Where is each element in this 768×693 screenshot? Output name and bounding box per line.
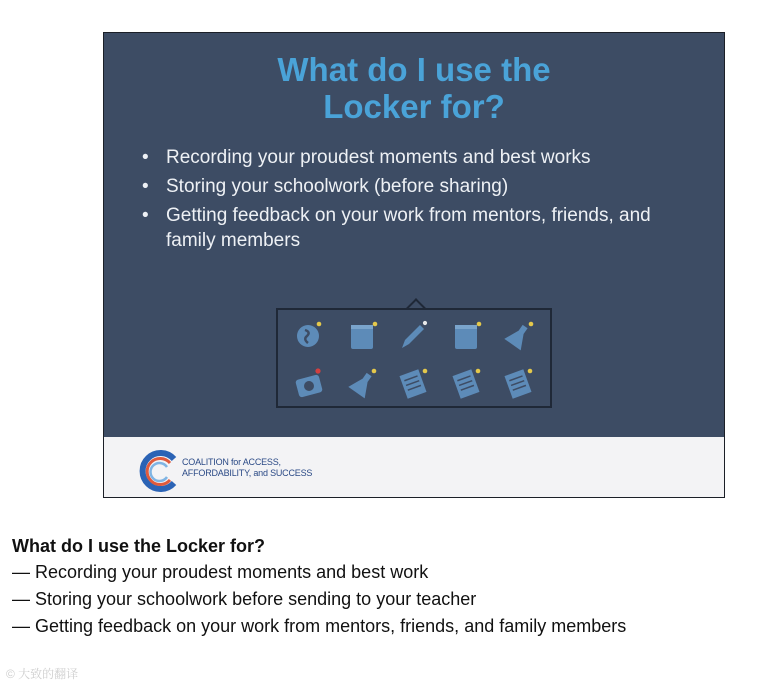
slide-title-line1: What do I use the [277,51,551,88]
logo-line1: COALITION for ACCESS, [182,457,281,467]
slide-panel [103,32,725,498]
slide-title-line2: Locker for? [323,88,505,125]
watermark: © 大致的翻译 [6,667,79,681]
slide-title [104,51,724,125]
globe-icon [292,318,326,352]
locker-icon-panel [276,308,552,408]
document-icon [449,366,483,400]
document-icon [501,366,535,400]
slide-footer [104,437,724,498]
caption-list [12,559,626,640]
flask-icon [345,366,379,400]
document-icon [396,366,430,400]
caption-title: What do I use the Locker for? [12,536,266,556]
slide-bullet: • Recording your proudest moments and best works [142,145,702,170]
caption-block [12,533,626,640]
coalition-logo-text [182,457,312,479]
book-icon [345,318,379,352]
logo-line2: AFFORDABILITY, and SUCCESS [182,468,313,478]
book-icon [449,318,483,352]
coalition-logo-icon [134,447,182,493]
slide-bullet-list [142,145,702,257]
slide-bullet: • Storing your schoolwork (before sharing) [142,174,702,199]
slide-bullet: • Getting feedback on your work from mentors, friends, and family members [142,203,702,253]
caption-line: — Getting feedback on your work from mentors, friends, and family members [12,616,627,636]
camera-icon [292,366,326,400]
pencil-icon [396,318,430,352]
caption-line: — Storing your schoolwork before sending to your teacher [12,589,477,609]
caption-line: — Recording your proudest moments and best work [12,562,429,582]
flask-icon [501,318,535,352]
